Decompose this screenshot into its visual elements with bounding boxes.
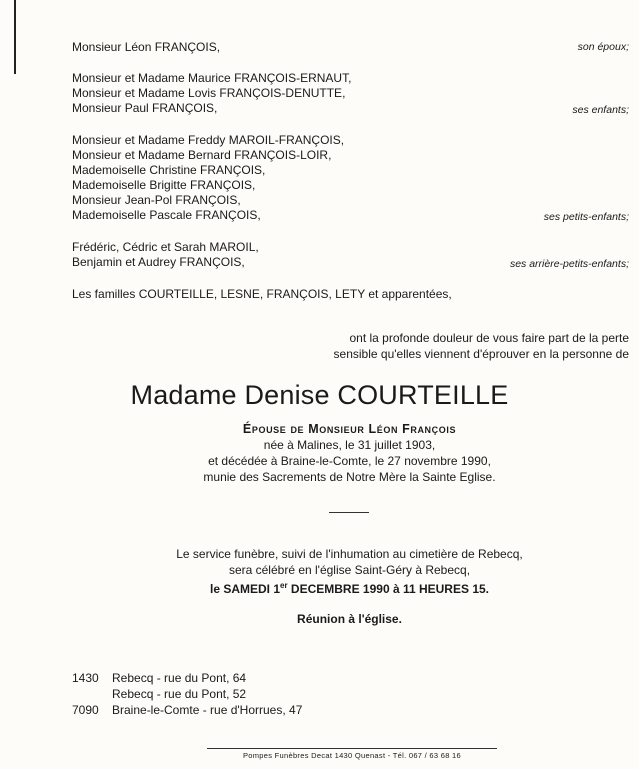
service-line: Le service funèbre, suivi de l'inhumation au cimetière de Rebecq, — [176, 547, 523, 561]
spouse-line: Épouse de Monsieur Léon François — [242, 422, 457, 436]
grandchild-name: Mademoiselle Pascale FRANÇOIS, — [72, 208, 261, 222]
great-grandchild-name: Benjamin et Audrey FRANÇOIS, — [72, 255, 245, 269]
grandchild-name: Mademoiselle Brigitte FRANÇOIS, — [72, 178, 256, 192]
address-row — [72, 702, 302, 718]
families-line: Les familles COURTEILLE, LESNE, FRANÇOIS, LETY et apparentées, — [72, 287, 452, 301]
funeral-home-footer: Pompes Funèbres Decat 1430 Quenast - Tél. 067 / 63 68 16 — [207, 748, 497, 760]
grandchildren-role: ses petits-enfants; — [543, 211, 629, 223]
child-name: Monsieur Paul FRANÇOIS, — [72, 101, 218, 115]
intro-line: ont la profonde douleur de vous faire part de la perte — [349, 331, 629, 345]
date-prefix: le SAMEDI 1 — [209, 582, 281, 596]
address-row — [72, 670, 246, 686]
husband-name: Monsieur Léon FRANÇOIS, — [72, 40, 221, 54]
child-name: Monsieur et Madame Lovis FRANÇOIS-DENUTTE, — [72, 86, 346, 100]
husband-role: son époux; — [577, 41, 629, 53]
deceased-name: Madame Denise COURTEILLE — [130, 380, 509, 410]
birth-line: née à Malines, le 31 juillet 1903, — [263, 438, 436, 452]
address-text: Rebecq - rue du Pont, 64 — [112, 671, 247, 685]
service-date — [0, 578, 639, 597]
great-grandchildren-role: ses arrière-petits-enfants; — [509, 258, 629, 270]
grandchild-name: Monsieur et Madame Bernard FRANÇOIS-LOIR, — [72, 148, 332, 162]
child-name: Monsieur et Madame Maurice FRANÇOIS-ERNAUT, — [72, 71, 352, 85]
address-text: Braine-le-Comte - rue d'Horrues, 47 — [112, 703, 303, 717]
postal-code: 7090 — [72, 703, 99, 717]
sacraments-line: munie des Sacrements de Notre Mère la Sainte Eglise. — [203, 470, 496, 484]
margin-line — [14, 0, 16, 74]
date-suffix: DECEMBRE 1990 à 11 HEURES 15. — [287, 582, 489, 596]
date-ordinal: er — [280, 581, 288, 590]
address-text: Rebecq - rue du Pont, 52 — [112, 687, 247, 701]
grandchild-name: Monsieur et Madame Freddy MAROIL-FRANÇOIS, — [72, 133, 345, 147]
intro-line: sensible qu'elles viennent d'éprouver en la personne de — [333, 347, 629, 361]
grandchild-name: Monsieur Jean-Pol FRANÇOIS, — [72, 193, 241, 207]
death-line: et décédée à Braine-le-Comte, le 27 novembre 1990, — [208, 454, 491, 468]
great-grandchild-name: Frédéric, Cédric et Sarah MAROIL, — [72, 240, 259, 254]
postal-code: 1430 — [72, 671, 99, 685]
divider — [329, 512, 369, 513]
grandchild-name: Mademoiselle Christine FRANÇOIS, — [72, 163, 266, 177]
address-row — [72, 686, 246, 702]
children-role: ses enfants; — [572, 104, 629, 116]
gathering-line: Réunion à l'église. — [297, 612, 402, 626]
service-line: sera célébré en l'église Saint-Géry à Rebecq, — [228, 563, 471, 577]
